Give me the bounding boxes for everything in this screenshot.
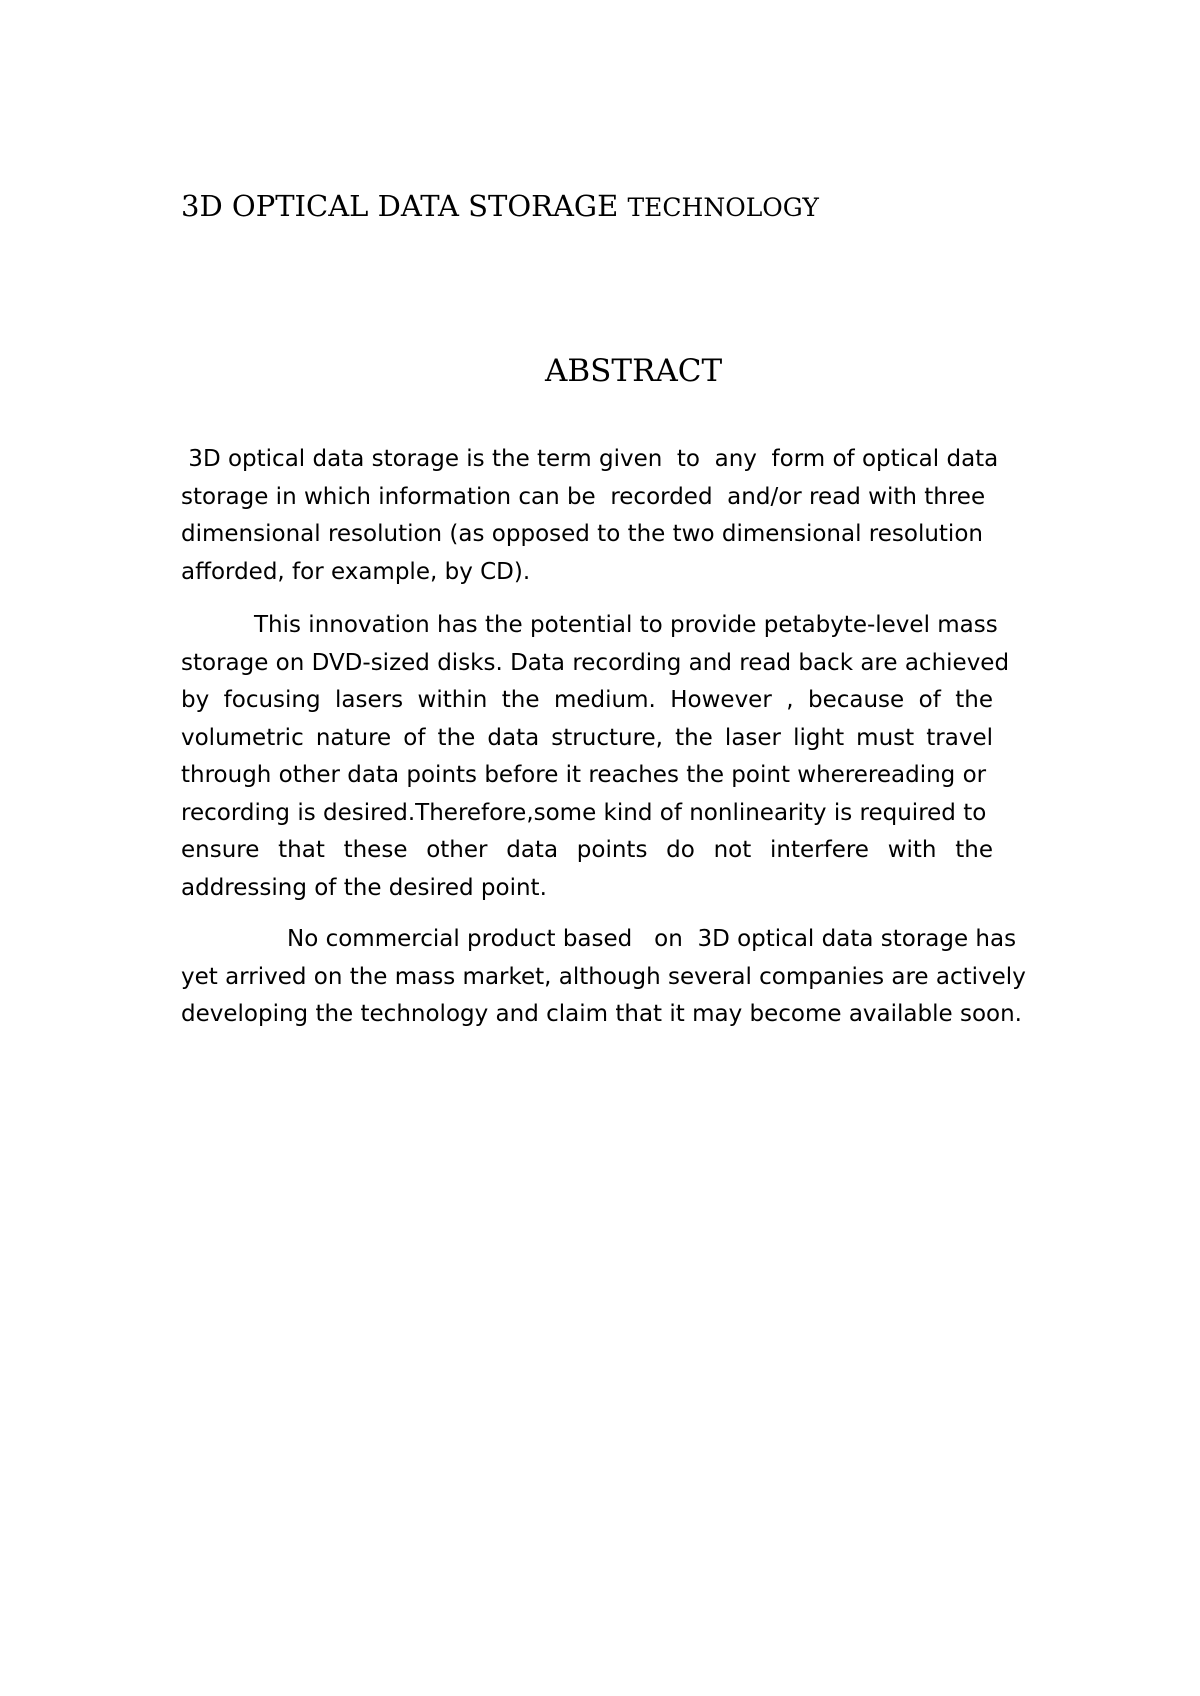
paragraph-line: storage in which information can be recorded and/or read with three [181,483,986,510]
document-title-suffix: TECHNOLOGY [627,193,819,222]
abstract-paragraph-3 [181,921,1026,1034]
paragraph-line: No commercial product based on 3D optical data storage has [287,926,1017,952]
abstract-paragraph-1 [181,441,1021,591]
paragraph-line: by focusing lasers within the medium. However , because of the [181,687,993,713]
paragraph-line: through other data points before it reaches the point wherereading or [181,762,987,788]
paragraph-line: This innovation has the potential to provide petabyte-level mass [254,612,998,638]
paragraph-line: ensure that these other data points do not interfere with the [181,837,993,863]
paragraph-line: storage on DVD-sized disks. Data recording and read back are achieved [181,649,1010,676]
paragraph-line: yet arrived on the mass market, although several companies are actively [181,963,1026,990]
abstract-heading: ABSTRACT [545,353,723,389]
paragraph-line: developing the technology and claim that it may become available soon. [181,1001,1022,1027]
document-title [181,186,819,228]
paragraph-line: addressing of the desired point. [181,874,547,901]
paragraph-line: recording is desired.Therefore,some kind of nonlinearity is required to [181,799,987,826]
document-title-main: 3D OPTICAL DATA STORAGE [181,189,619,223]
paragraph-line: 3D optical data storage is the term given to any form of optical data [181,446,999,472]
paragraph-line: dimensional resolution (as opposed to the two dimensional resolution [181,521,983,547]
paragraph-line: afforded, for example, by CD). [181,558,531,585]
paragraph-line: volumetric nature of the data structure, the laser light must travel [181,724,993,751]
abstract-paragraph-2 [181,607,1021,907]
